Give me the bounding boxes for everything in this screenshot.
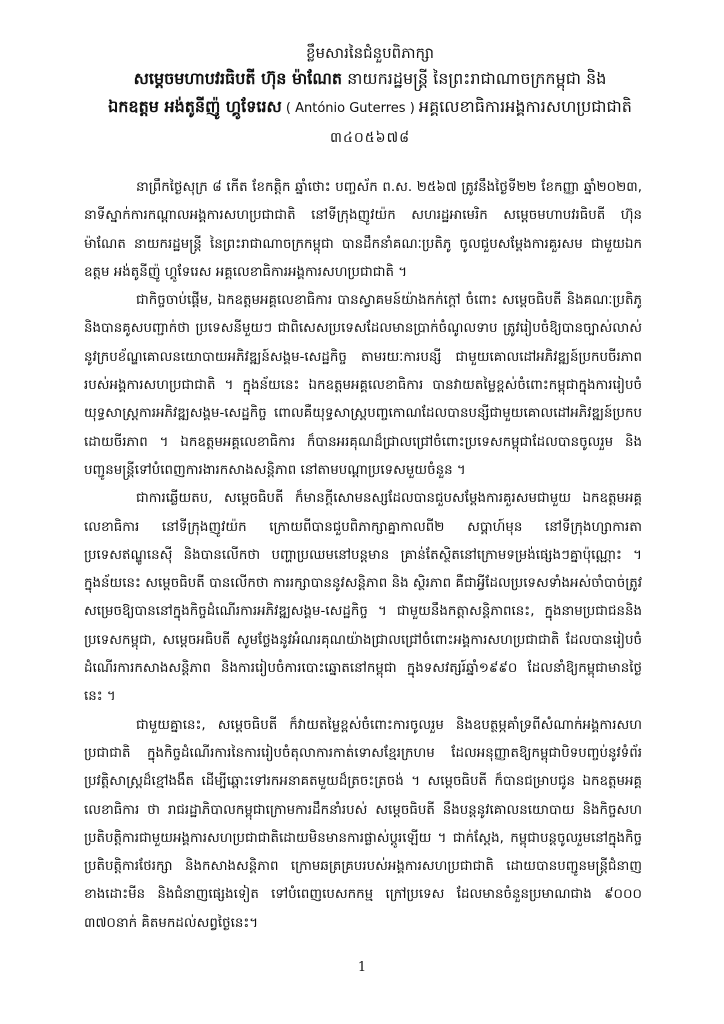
pm-title: នាយករដ្ឋមន្ត្រី នៃព្រះរាជាណាចក្រកម្ពុជា និង	[342, 69, 607, 88]
paragraph-4: ជាមួយគ្នានេះ, សម្តេចធិបតី ក៏វាយតម្លៃខ្ពស់ចំពោះការចូលរួម និងឧបត្ថម្ភគាំទ្រពីសំណាក់អង្គការសហប្រជាជាតិ ក្នុងកិច្ចដំណើរការនៃការរៀបចំតុលាការកាត់ទោសខ្មែរក្រហម ដែលអនុញ្ញាតឱ្យកម្ពុជាបិទបញ្ចប់នូវទំព័រប្រវត្តិសាស្ត្រដ៏ខ្មៅងងឹត ដើម្បីឆ្ពោះទៅរកអនាគតមួយដ៏ត្រចះត្រចង់ ។ សម្តេចធិបតី ក៏បានជម្រាបជូន ឯកឧត្តមអគ្គលេខាធិការ ថា រាជរដ្ឋាភិបាលកម្ពុជាក្រោមការដឹកនាំរបស់ សម្តេចធិបតី នឹងបន្តនូវគោលនយោបាយ និងកិច្ចសហប្រតិបត្តិការជាមួយអង្គការសហប្រជាជាតិដោយមិនមានការផ្លាស់ប្តូរឡើយ ។ ជាក់ស្តែង, កម្ពុជាបន្តចូលរួមនៅក្នុងកិច្ចប្រតិបត្តិការថែរក្សា និងកសាងសន្តិភាព ក្រោមឆត្រគ្របរបស់អង្គការសហប្រជាជាតិ ដោយបានបញ្ជូនមន្ត្រីជំនាញខាងដោះមីន និងជំនាញផ្សេងទៀត ទៅបំពេញបេសកកម្ម ក្រៅប្រទេស ដែលមានចំនួនប្រមាណជាង ៩០០០ ៣៧០នាក់ គិតមកដល់សព្វថ្ងៃនេះ។	[84, 717, 642, 931]
sg-name: ឯកឧត្តម អង់តូនីញ៉ូ ហ្គូទែរេស	[108, 97, 282, 116]
document-body	[84, 174, 642, 938]
paragraph-3: ជាការឆ្លើយតប, សម្តេចធិបតី ក៏មានក្តីសោមនស្សដែលបានជួបសម្តែងការគួរសមជាមួយ ឯកឧត្តមអគ្គលេខាធិការ នៅទីក្រុងញូវយ៉ក ក្រោយពីបានជួបពិភាក្សាគ្នាកាលពី២ សប្តាហ៍មុន នៅទីក្រុងហ្សាការតា ប្រទេសឥណ្ឌូនេស៊ី និងបានលើកថា បញ្ហាប្រឈមនៅបន្តមាន គ្រាន់តែស្ថិតនៅក្រោមទម្រង់ផ្សេងៗគ្នាប៉ុណ្ណោះ ។ ក្នុងន័យនេះ សម្តេចធិបតី បានលើកថា ការរក្សាបាននូវសន្តិភាព និង ស្ថិរភាព គឺជាអ្វីដែលប្រទេសទាំងអស់ចាំបាច់ត្រូវសម្រេចឱ្យបាននៅក្នុងកិច្ចដំណើរការអភិវឌ្ឍសង្គម-សេដ្ឋកិច្ច ។ ជាមួយនឹងកត្តាសន្តិភាពនេះ, ក្នុងនាមប្រជាជននិងប្រទេសកម្ពុជា, សម្តេចអធិបតី សូមថ្លែងនូវអំណរគុណយ៉ាងជ្រាលជ្រៅចំពោះអង្គការសហប្រជាជាតិ ដែលបានរៀបចំដំណើរការកសាងសន្តិភាព និងការរៀបចំការបោះឆ្នោតនៅកម្ពុជា ក្នុងទសវត្សរ៍ឆ្នាំ១៩៩០ ដែលនាំឱ្យកម្ពុជាមានថ្ងៃនេះ ។	[84, 491, 642, 705]
pm-name: សម្តេចមហាបវរធិបតី ហ៊ុន ម៉ាណែត	[133, 69, 343, 88]
sg-title: អគ្គលេខាធិការអង្គការសហប្រជាជាតិ	[418, 97, 632, 116]
header-line-pm	[70, 68, 670, 92]
page-number: 1	[357, 960, 367, 975]
header-line-sg	[70, 96, 670, 120]
sg-latin-name: ( António Guterres )	[281, 101, 419, 116]
document-date-ornament: ៣៤០៥៦៧៨	[329, 130, 410, 146]
paragraph-1: នាព្រឹកថ្ងៃសុក្រ ៨ កើត ខែកត្តិក ឆ្នាំថោះ បញ្ចស័ក ព.ស. ២៥៦៧ ត្រូវនឹងថ្ងៃទី២២ ខែកញ្ញា ឆ្នាំ២០២៣, នាទីស្នាក់ការកណ្តាលអង្គការសហប្រជាជាតិ នៅទីក្រុងញូវយ៉ក សហរដ្ឋអាមេរិក សម្តេចមហាបវរធិបតី ហ៊ុន ម៉ាណែត នាយករដ្ឋមន្ត្រី នៃព្រះរាជាណាចក្រកម្ពុជា បានដឹកនាំគណៈប្រតិភូ ចូលជួបសម្តែងការគួរសម ជាមួយឯកឧត្តម អង់តូនីញ៉ូ ហ្គូទែរេស អគ្គលេខាធិការអង្គការសហប្រជាជាតិ ។	[84, 180, 642, 280]
document-title: ខ្លឹមសារនៃជំនួបពិភាក្សា	[305, 44, 435, 62]
paragraph-2: ជាកិច្ចចាប់ផ្តើម, ឯកឧត្តមអគ្គលេខាធិការ បានស្វាគមន៍យ៉ាងកក់ក្តៅ ចំពោះ សម្តេចធិបតី និងគណៈប្រតិភូ និងបានគូសបញ្ជាក់ថា ប្រទេសនីមួយៗ ជាពិសេសប្រទេសដែលមានប្រាក់ចំណូលទាប ត្រូវរៀបចំឱ្យបានច្បាស់លាស់ នូវក្របខ័ណ្ឌគោលនយោបាយអភិវឌ្ឍន៍សង្គម-សេដ្ឋកិច្ច តាមរយៈការបន្សី ជាមួយគោលដៅអភិវឌ្ឍន៍ប្រកបចីរភាព របស់អង្គការសហប្រជាជាតិ ។ ក្នុងន័យនេះ ឯកឧត្តមអគ្គលេខាធិការ បានវាយតម្លៃខ្ពស់ចំពោះកម្ពុជាក្នុងការរៀបចំយុទ្ធសាស្ត្រការអភិវឌ្ឍសង្គម-សេដ្ឋកិច្ច ពោលគឺយុទ្ធសាស្ត្របញ្ចកោណដែលបានបន្សីជាមួយគោលដៅអភិវឌ្ឍន៍ប្រកបដោយចីរភាព ។ ឯកឧត្តមអគ្គលេខាធិការ ក៏បានអរគុណដ៏ជ្រាលជ្រៅចំពោះប្រទេសកម្ពុជាដែលបានចូលរួម និង បញ្ជូនមន្ត្រីទៅបំពេញការងារកសាងសន្តិភាព នៅតាមបណ្តាប្រទេសមួយចំនួន ។	[84, 293, 642, 478]
